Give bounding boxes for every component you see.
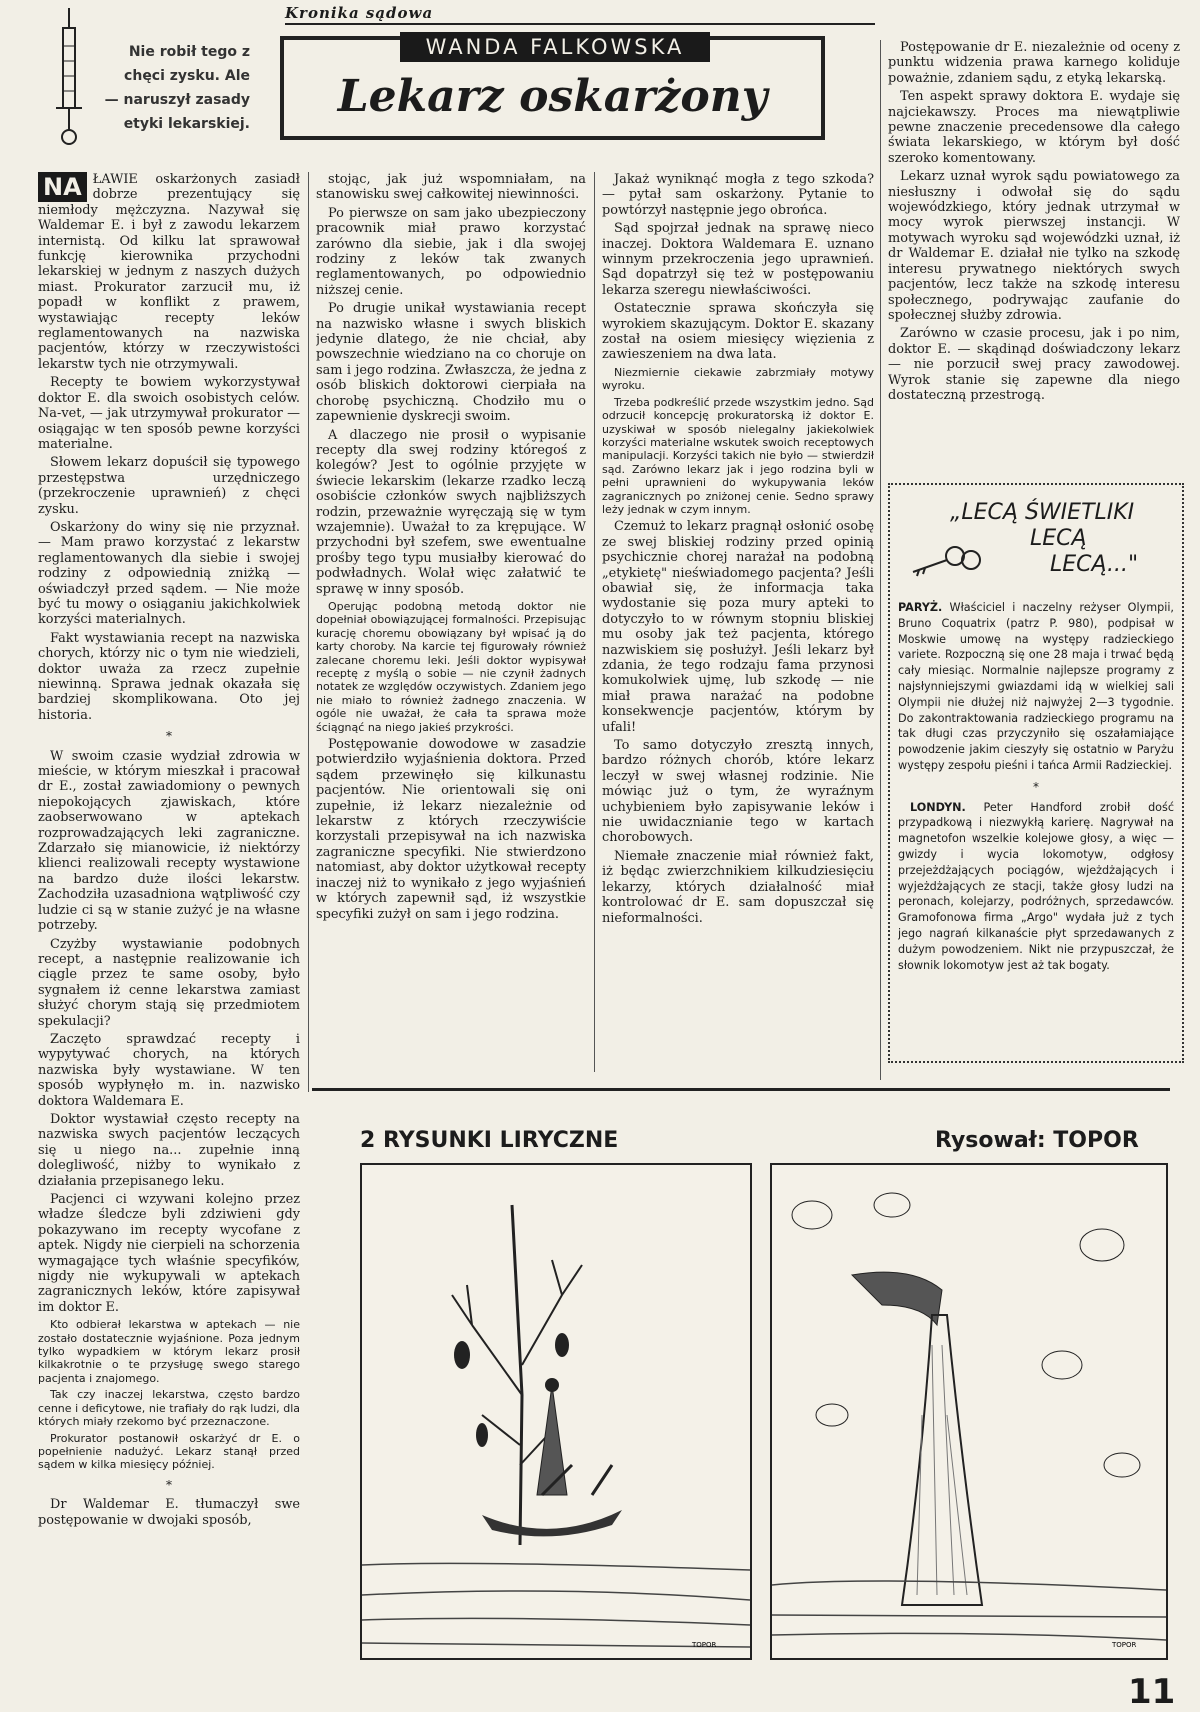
section-header: Kronika sądowa xyxy=(285,4,434,22)
article-paragraph: Po pierwsze on sam jako ubezpieczony pracownik miał prawo korzystać zarówno dla siebie, jak i dla swojej rodziny z leków tak zwanych reglamentowanych, po odpowiednio niższej cenie. xyxy=(316,205,586,298)
paragraph-text: ŁAWIE oskarżonych zasiadł dobrze prezentujący się niemłody mężczyzna. Nazywał się Waldemar E. i był z zawodu lekarzem internistą. Od kilku lat sprawował funkcję kierownika przychodni lekarskiej w jednym z naszych dużych miast. Prokurator zarzucił mu, iż popadł w konflikt z prawem, wystawiając recepty leków reglamentowanych na nazwiska pacjentów, którzy w rzeczywistości lekarstw tych nie otrzymywali. xyxy=(38,172,300,372)
divider xyxy=(285,23,875,25)
news-text: Peter Handford zrobił dość przypadkową i niezwykłą karierę. Nagrywał na magnetofon wszelkie kolejowe głosy, a więc — gwizdy i wycia lokomotyw, odgłosy przejeżdżających pociągów, wjeżdżających i wyjeżdżających ze stacji, także głosy ludzi na peronach, kolejarzy, podróżnych, sprzedawców. Gramofonowa firma „Argo" wydała już z tych jego nagrań kilkanaście płyt sprzedawanych z dużym powodzeniem. Nikt nie przypuszczał, że słownik lokomotyw jest aż tak bogaty. xyxy=(898,800,1174,972)
article-paragraph xyxy=(38,172,300,372)
artist-signature: TOPOR xyxy=(692,1641,717,1649)
article-paragraph: Jakaż wyniknąć mogła z tego szkoda? — pytał sam oskarżony. Pytanie to powtórzył następnie jego obrońca. xyxy=(602,172,874,218)
drop-cap: NA xyxy=(38,172,87,202)
sidebar-news xyxy=(898,600,1174,1055)
article-paragraph: Niemałe znaczenie miał również fakt, iż będąc zwierzchnikiem kilkudziesięciu lekarzy, których działalność miał kontrolować dr E. sam dopuszczał się nieformalności. xyxy=(602,848,874,926)
article-paragraph: Oskarżony do winy się nie przyznał. — Mam prawo korzystać z lekarstw reglamentowanych dla siebie i swojej rodziny z odpowiednią zniżką — oświadczył przed sądem. — Nie może być tu mowy o osiąganiu jakichkolwiek korzyści materialnych. xyxy=(38,519,300,628)
lead-line: etyki lekarskiej. xyxy=(123,116,250,132)
fountain-drawing xyxy=(772,1165,1166,1658)
news-item xyxy=(898,600,1174,774)
article-paragraph: Ten aspekt sprawy doktora E. wydaje się najciekawszy. Proces ma niewątpliwie pewne znaczenie precedensowe dla całego świata lekarskiego, w którym był dość szeroko komentowany. xyxy=(888,89,1180,166)
drawings-credit: Rysował: TOPOR xyxy=(935,1128,1139,1153)
article-paragraph: Prokurator postanowił oskarżyć dr E. o popełnienie nadużyć. Lekarz stanął przed sądem w kilka miesięcy później. xyxy=(38,1431,300,1472)
article-paragraph: Recepty te bowiem wykorzystywał doktor E. dla swoich osobistych celów. Na-vet, — jak utrzymywał prokurator — osiągając w ten sposób pewne korzyści materialne. xyxy=(38,375,300,452)
article-paragraph: Słowem lekarz dopuścił się typowego przestępstwa urzędniczego (przekroczenie uprawnień) z chęci zysku. xyxy=(38,455,300,517)
news-place: LONDYN. xyxy=(910,800,966,814)
article-column-2 xyxy=(316,172,586,1072)
article-paragraph: Zarówno w czasie procesu, jak i po nim, doktor E. — skądinąd doświadczony lekarz — nie porzucił swej pracy zawodowej. Wyrok stanie się zapewne dla niego dostateczną przestrogą. xyxy=(888,326,1180,403)
column-divider xyxy=(594,172,595,1072)
article-paragraph: Lekarz uznał wyrok sądu powiatowego za niesłuszny i odwołał się do sądu wojewódzkiego, który jednak utrzymał w mocy wyrok pierwszej instancji. W motywach wyroku sąd wojewódzki uznał, iż dr Waldemar E. działał nie tylko na szkodę interesu prywatnego niektórych swych pacjentów, lecz także na szkodę interesu społecznego, podrywając zaufanie do społecznej służby zdrowia. xyxy=(888,169,1180,323)
article-paragraph: Czemuż to lekarz pragnął osłonić osobę ze swej bliskiej rodziny przed opinią psychicznie chorej narażał na podobną „etykietę" nieświadomego pacjenta? Jeśli obawiał się, że informacja taka wydostanie się poza mury apteki to dotyczyło to w równym stopniu bliskiej mu osoby jak też pacjenta, którego nazwiskiem się posłużył. Jeśli lekarz był zdania, że tego rodzaju fama przynosi komukolwiek ujmę, lub szkodę — nie miał prawa narażać na podobne konsekwencje pacjentów, którym by ufali! xyxy=(602,519,874,735)
artist-signature: TOPOR xyxy=(1112,1641,1137,1649)
article-paragraph: A dlaczego nie prosił o wypisanie recepty dla swej rodziny któregoś z kolegów? Jest to ogólnie przyjęte w świecie lekarskim (lekarze rzadko leczą osobiście członków swych najbliższych rodzin, przeważnie wyręczają się w tym wzajemnie). Uważał to za krępujące. W przychodni był szefem, swe ewentualne prośby tego typu musiałby kierować do podwładnych. Wolał więc załatwić te sprawę w inny sposób. xyxy=(316,427,586,597)
article-paragraph: Doktor wystawiał często recepty na nazwiska swych pacjentów leczących się u niego na... zupełnie inną dolegliwość, niżby to wynikało z działania przepisanego leku. xyxy=(38,1111,300,1189)
article-column-1 xyxy=(38,172,300,1692)
star-separator: * xyxy=(166,729,172,744)
sidebar-heading-line: „LECĄ ŚWIETLIKI xyxy=(950,500,1135,525)
page-number: 11 xyxy=(1128,1672,1176,1712)
author-name: WANDA FALKOWSKA xyxy=(400,32,710,62)
sidebar-heading xyxy=(950,500,1190,578)
boat-drawing xyxy=(362,1165,750,1658)
article-paragraph: Tak czy inaczej lekarstwa, często bardzo cenne i deficytowe, nie trafiały do rąk ludzi, dla których miały rzekomo być przeznaczone. xyxy=(38,1388,300,1429)
news-text: Właściciel i naczelny reżyser Olympii, Bruno Coquatrix (patrz P. 980), podpisał w Moskwie umowę na występy radzieckiego variete. Rozpoczną się one 28 maja i trwać będą cały miesiąc. Normalnie najlepsze programy z najsłynniejszymi gwiazdami idą w wielkiej sali Olympii nie dłużej niż najwyżej 2—3 tygodnie. Do zakontraktowania radzieckiego programu na tak długi czas przyczyniło się oszałamiające powodzenie jakim cieszyły się ostatnio w Paryżu występy zespołu pieśni i tańca Armii Radzieckiej. xyxy=(898,601,1174,772)
lead-text xyxy=(100,40,250,136)
star-separator: * xyxy=(166,1477,172,1492)
article-paragraph: Dr Waldemar E. tłumaczył swe postępowanie w dwojaki sposób, xyxy=(38,1497,300,1528)
article-paragraph: stojąc, jak już wspomniałam, na stanowisku swej całkowitej niewinności. xyxy=(316,172,586,203)
lead-line: chęci zysku. Ale xyxy=(124,68,250,84)
article-paragraph: Postępowanie dr E. niezależnie od oceny z punktu widzenia prawa karnego koliduje poważnie, zdaniem sądu, z etyką lekarską. xyxy=(888,40,1180,86)
drawing-panel-2 xyxy=(770,1163,1168,1660)
page-title: Lekarz oskarżony xyxy=(337,71,768,122)
column-divider xyxy=(880,40,881,1080)
article-paragraph: To samo dotyczyło zresztą innych, bardzo różnych chorób, które lekarz leczył w swej własnej rodzinie. Nie mówiąc już o tym, że wyraźnym uchybieniem było zapisywanie leków i nie uwidacznianie tego w kartach chorobowych. xyxy=(602,738,874,846)
article-paragraph: Zaczęto sprawdzać recepty i wypytywać chorych, na których nazwiska były wystawiane. W ten sposób wypłynęło m. in. nazwisko doktora Waldemara E. xyxy=(38,1031,300,1109)
article-paragraph: Operując podobną metodą doktor nie dopełniał obowiązującej formalności. Przepisując kurację choremu obowiązany był wpisać ją do karty choroby. Na karcie tej figurowały również zalecane choremu leki. Jeśli doktor wypisywał receptę z myślą o sobie — nie czynił żadnych notatek ze względów oczywistych. Zdaniem jego nie miało to również żadnego znaczenia. W ogóle nie uważał, że cała ta sprawa może ściągnąć na niego jakieś przykrości. xyxy=(316,599,586,734)
syringe-icon xyxy=(52,6,86,146)
article-paragraph: Pacjenci ci wzywani kolejno przez władze śledcze byli zdziwieni gdy pokazywano im recepty wycofane z aptek. Nigdy nie cierpieli na schorzenia wymagające tych właśnie specyfików, nigdy nie wykupywali w aptekach zagranicznych leków, które zapisywał im doktor E. xyxy=(38,1192,300,1315)
article-paragraph: Po drugie unikał wystawiania recept na nazwisko własne i swych bliskich jedynie dlatego, że nie chciał, aby powszechnie wiedziano na co choruje on sam i jego rodzina. Zwłaszcza, że jedna z osób bliskich doktorowi cierpiała na chorobę psychiczną. Chodziło mu o zapewnienie dyskrecji swoim. xyxy=(316,301,586,425)
article-paragraph: W swoim czasie wydział zdrowia w mieście, w którym mieszkał i pracował dr E., został zawiadomiony o pewnych niepokojących zjawiskach, które zaobserwowano w aptekach rozprowadzających leki zagraniczne. Zdarzało się mianowicie, iż niektórzy klienci realizowali recepty wystawione na bardzo duże ilości lekarstw. Zachodziła uzasadniona wątpliwość czy ludzie ci są w stanie zużyć je na własne potrzeby. xyxy=(38,748,300,934)
drawing-panel-1 xyxy=(360,1163,752,1660)
lead-line: Nie robił tego z xyxy=(128,44,250,60)
article-column-3 xyxy=(602,172,874,1072)
article-column-4 xyxy=(888,40,1180,480)
article-paragraph: Czyżby wystawianie podobnych recept, a następnie realizowanie ich ciągle przez te same osoby, było sygnałem iż cenne lekarstwa zamiast służyć chorym stają się przedmiotem spekulacji? xyxy=(38,936,300,1029)
article-paragraph: Sąd spojrzał jednak na sprawę nieco inaczej. Doktora Waldemara E. uznano winnym przekroczenia jego uprawnień. Sąd dopatrzył się też w postępowaniu lekarza szeregu niewłaściwości. xyxy=(602,221,874,298)
article-paragraph: Postępowanie dowodowe w zasadzie potwierdziło wyjaśnienia doktora. Przed sądem przewinęło się kilkunastu pacjentów. Nie orientowali się oni zupełnie, iż lekarz niezależnie od lekarstw z których rzeczywiście korzystali przepisywał na ich nazwiska zagraniczne specyfiki. Nie stwierdzono natomiast, aby doktor użytkował recepty inaczej niż to wynikało z jego wyjaśnień w których zapewnił sąd, iż wszystkie specyfiki zużył on sam i jego rodzina. xyxy=(316,737,586,922)
article-paragraph: Niezmiernie ciekawie zabrzmiały motywy wyroku. xyxy=(602,365,874,393)
article-paragraph: Fakt wystawiania recept na nazwiska chorych, którzy nic o tym nie wiedzieli, doktor uważa za rzecz zupełnie niewinną. Sprawa jednak okazała się bardziej skomplikowana. Oto jej historia. xyxy=(38,630,300,723)
news-place: PARYŻ. xyxy=(898,601,943,614)
lead-line: — naruszył zasady xyxy=(104,92,250,108)
news-item xyxy=(898,800,1174,974)
drawings-heading: 2 RYSUNKI LIRYCZNE xyxy=(360,1128,619,1153)
article-paragraph: Trzeba podkreślić przede wszystkim jedno. Sąd odrzucił koncepcję prokuratorską iż doktor E. uzyskiwał w sposób nielegalny jakiekolwiek korzyści materialne wskutek swoich receptowych manipulacji. Korzyści takich nie było — stwierdził sąd. Zarówno lekarz jak i jego rodzina byli w pełni uprawnieni do wykupywania leków zagranicznych po zniżonej cenie. Sedno sprawy leży jednak w czym innym. xyxy=(602,395,874,516)
article-paragraph: Ostatecznie sprawa skończyła się wyrokiem skazującym. Doktor E. skazany został na osiem miesięcy więzienia z zawieszeniem na dwa lata. xyxy=(602,301,874,363)
sidebar-heading-line: LECĄ..." xyxy=(1050,552,1139,577)
sidebar-heading-line: LECĄ xyxy=(1030,526,1087,551)
article-paragraph: Kto odbierał lekarstwa w aptekach — nie zostało dostatecznie wyjaśnione. Poza jednym tylko wypadkiem w którym lekarz prosił kilkakrotnie o te przysługę swego starego pacjenta i znajomego. xyxy=(38,1318,300,1385)
column-divider xyxy=(308,172,309,1092)
star-separator: * xyxy=(1033,779,1039,794)
